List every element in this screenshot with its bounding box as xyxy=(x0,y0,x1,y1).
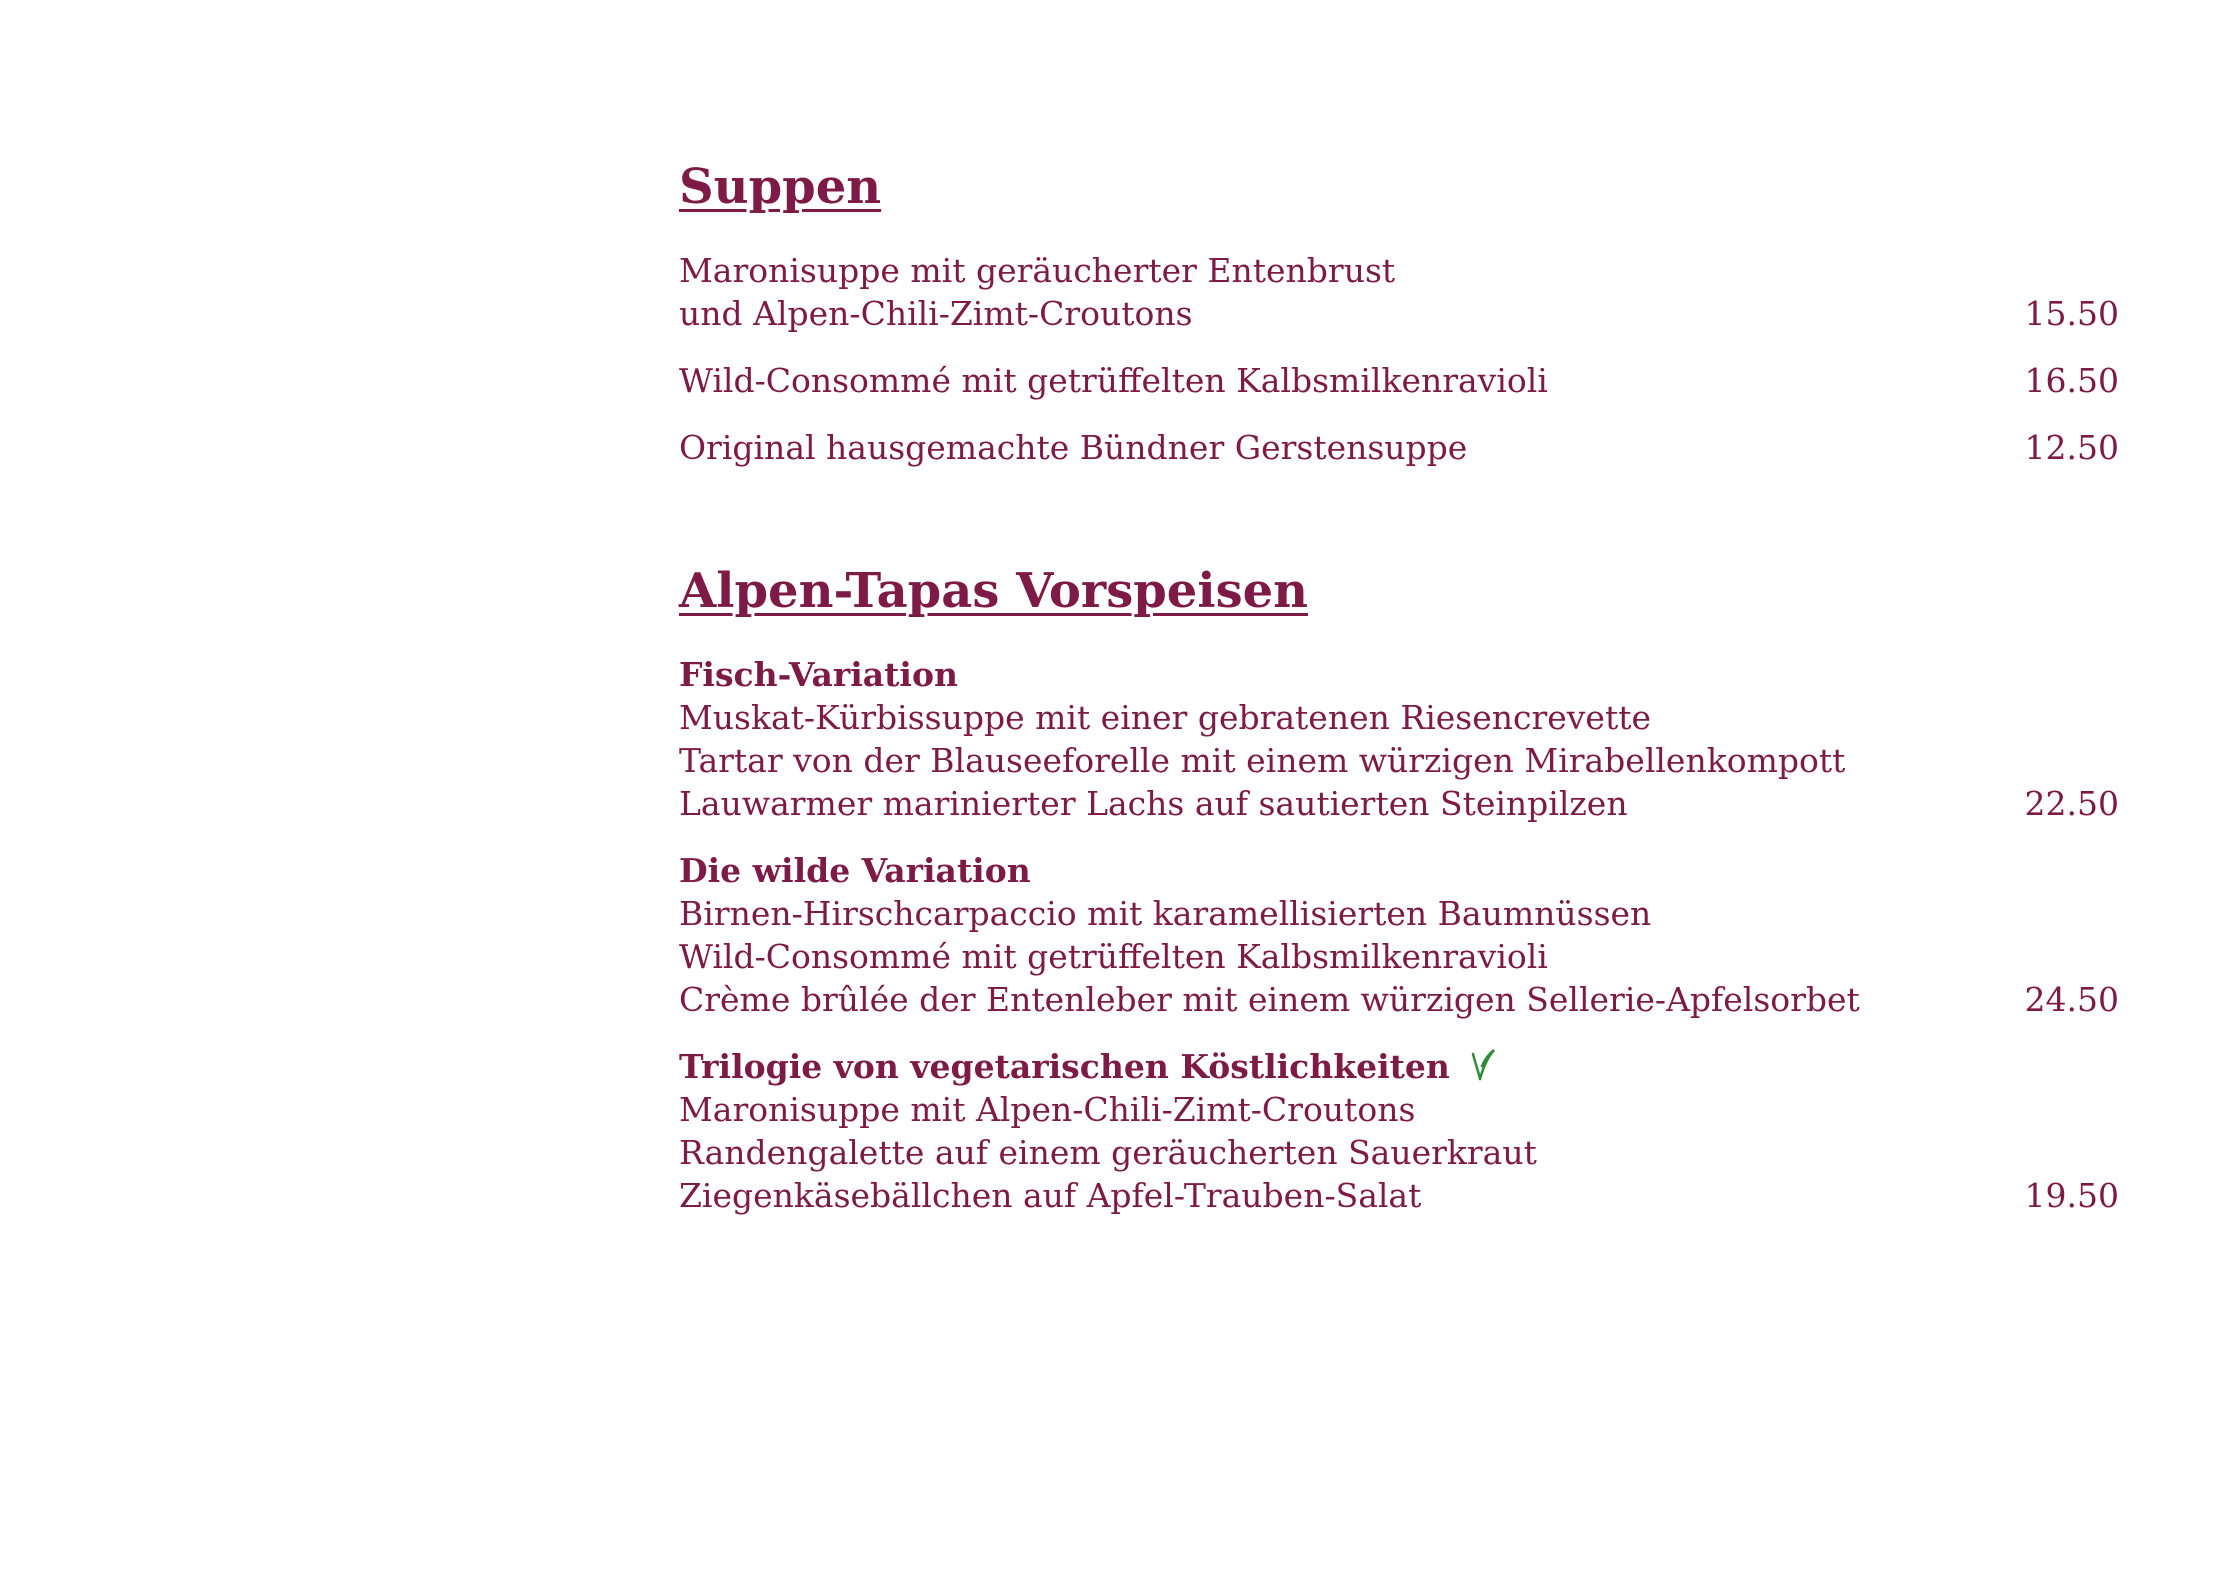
item-line: Maronisuppe mit geräucherter Entenbrust xyxy=(679,251,1396,290)
item-price: 24.50 xyxy=(2024,980,2119,1019)
item-line: Tartar von der Blauseeforelle mit einem würzigen Mirabellenkompott xyxy=(679,741,1846,780)
section-alpen-tapas xyxy=(679,559,2119,1217)
item-line: Randengalette auf einem geräucherten Sauerkraut xyxy=(679,1133,1537,1172)
item-line: Maronisuppe mit Alpen-Chili-Zimt-Croutons xyxy=(679,1090,1416,1129)
item-price: 22.50 xyxy=(2024,784,2119,823)
item-line: Muskat-Kürbissuppe mit einer gebratenen Riesencrevette xyxy=(679,698,1652,737)
item-price: 19.50 xyxy=(2024,1176,2119,1215)
menu-group xyxy=(679,653,2119,825)
item-line: Crème brûlée der Entenleber mit einem würzigen Sellerie-Apfelsorbet xyxy=(679,980,1860,1019)
menu-group xyxy=(679,1045,2119,1217)
menu-group xyxy=(679,849,2119,1021)
item-line: Lauwarmer marinierter Lachs auf sautierten Steinpilzen xyxy=(679,784,1628,823)
item-line: und Alpen-Chili-Zimt-Croutons xyxy=(679,294,1193,333)
item-price: 16.50 xyxy=(2024,361,2119,400)
item-price: 12.50 xyxy=(2024,428,2119,467)
group-title: Fisch-Variation xyxy=(679,655,958,694)
item-price: 15.50 xyxy=(2024,294,2119,333)
section-suppen xyxy=(679,155,2119,469)
menu-item xyxy=(679,249,2119,335)
section-title: Suppen xyxy=(679,159,882,215)
vegetarian-leaf-icon xyxy=(1467,1046,1497,1082)
item-line: Wild-Consommé mit getrüffelten Kalbsmilkenravioli xyxy=(679,361,1548,400)
group-title: Die wilde Variation xyxy=(679,851,1031,890)
item-line: Wild-Consommé mit getrüffelten Kalbsmilkenravioli xyxy=(679,937,1548,976)
item-line: Ziegenkäsebällchen auf Apfel-Trauben-Salat xyxy=(679,1176,1422,1215)
item-line: Original hausgemachte Bündner Gerstensuppe xyxy=(679,428,1468,467)
menu-page xyxy=(679,155,2119,1217)
menu-item xyxy=(679,426,2119,469)
group-title: Trilogie von vegetarischen Köstlichkeiten xyxy=(679,1047,1450,1086)
item-line: Birnen-Hirschcarpaccio mit karamellisierten Baumnüssen xyxy=(679,894,1652,933)
menu-item xyxy=(679,359,2119,402)
section-title: Alpen-Tapas Vorspeisen xyxy=(679,563,1309,619)
